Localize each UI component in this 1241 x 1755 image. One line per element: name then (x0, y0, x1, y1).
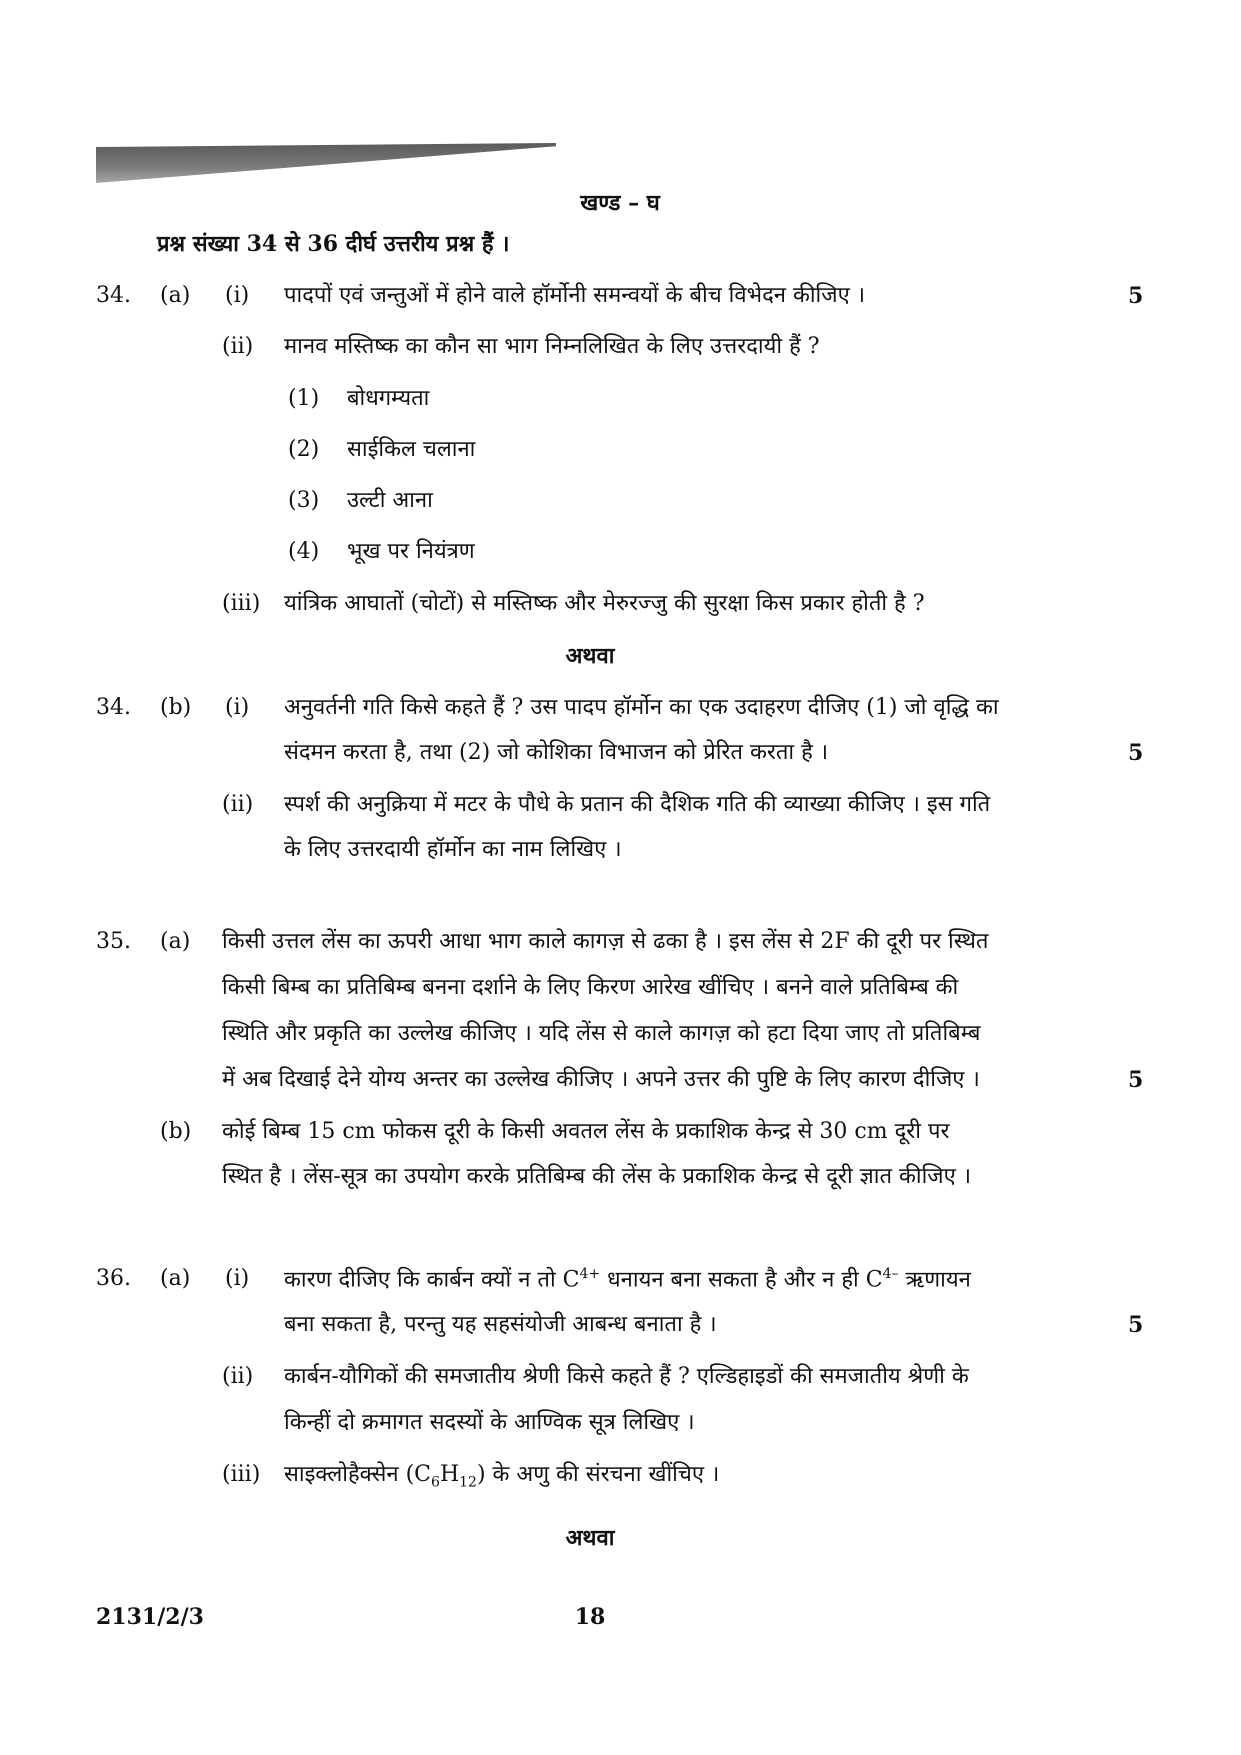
q36a-ii-line1: कार्बन-यौगिकों की समजातीय श्रेणी किसे कहते हैं ? एल्डिहाइडों की समजातीय श्रेणी के (284, 1364, 969, 1389)
option-text: भूख पर नियंत्रण (347, 539, 475, 564)
q36-number: 36. (96, 1266, 131, 1291)
q34b-i-label: (i) (225, 695, 250, 720)
q34b-number: 34. (96, 695, 131, 720)
q34b-i-line1: अनुवर्तनी गति किसे कहते हैं ? उस पादप हॉर्मोन का एक उदाहरण दीजिए (1) जो वृद्धि का (284, 695, 999, 720)
q36a-iii-text: साइक्लोहैक्सेन $(C_6H_{12})$ के अणु की संरचना खींचिए । (284, 1462, 720, 1491)
option-text: बोधगम्यता (347, 386, 430, 411)
header-decor-bar (96, 143, 556, 183)
option-label: (4) (288, 539, 320, 564)
q34a-marks: 5 (1128, 283, 1144, 309)
q34a-part: (a) (160, 283, 191, 308)
q36a-i-line2: बना सकता है, परन्तु यह सहसंयोजी आबन्ध बनाता है । (284, 1312, 717, 1337)
q35b-line2: स्थित है । लेंस-सूत्र का उपयोग करके प्रतिबिम्ब की लेंस के प्रकाशिक केन्द्र से दूरी ज्ञात कीजिए । (222, 1164, 972, 1189)
q36a-ii-line2: किन्हीं दो क्रमागत सदस्यों के आण्विक सूत्र लिखिए । (284, 1410, 695, 1435)
page-number: 18 (574, 1604, 606, 1630)
q34a-ii-text: मानव मस्तिष्क का कौन सा भाग निम्नलिखित के लिए उत्तरदायी हैं ? (284, 334, 820, 359)
option-text: साईकिल चलाना (347, 437, 476, 462)
option-label: (1) (288, 386, 320, 411)
section-title: खण्ड – घ (580, 190, 660, 216)
q34a-number: 34. (96, 283, 131, 308)
q35a-line4: में अब दिखाई देने योग्य अन्तर का उल्लेख कीजिए । अपने उत्तर की पुष्टि के लिए कारण दीजिए । (222, 1067, 980, 1092)
q34a-i-text: पादपों एवं जन्तुओं में होने वाले हॉर्मोनी समन्वयों के बीच विभेदन कीजिए । (284, 283, 866, 308)
q34b-i-line2: संदमन करता है, तथा (2) जो कोशिका विभाजन को प्रेरित करता है । (284, 740, 829, 765)
q34b-ii-label: (ii) (222, 792, 254, 817)
q34a-iii-text: यांत्रिक आघातों (चोटों) से मस्तिष्क और मेरुरज्जु की सुरक्षा किस प्रकार होती है ? (284, 591, 925, 616)
section-instruction: प्रश्न संख्या 34 से 36 दीर्घ उत्तरीय प्रश्न हैं । (157, 231, 510, 257)
q34a-ii-label: (ii) (222, 334, 254, 359)
or-divider: अथवा (565, 1525, 615, 1551)
q35a-line1: किसी उत्तल लेंस का ऊपरी आधा भाग काले कागज़ से ढका है । इस लेंस से 2F की दूरी पर स्थित (222, 929, 989, 954)
q35b-part: (b) (160, 1119, 192, 1144)
q36a-i-line1: कारण दीजिए कि कार्बन क्यों न तो $C^{4+}$ धनायन बना सकता है और न ही $C^{4-}$ ऋणायन (284, 1266, 971, 1293)
q35a-line2: किसी बिम्ब का प्रतिबिम्ब बनना दर्शाने के लिए किरण आरेख खींचिए । बनने वाले प्रतिबिम्ब की (222, 975, 959, 1000)
q34b-part: (b) (160, 695, 192, 720)
option-label: (2) (288, 437, 320, 462)
q35-number: 35. (96, 929, 131, 954)
option-label: (3) (288, 488, 320, 513)
or-divider: अथवा (565, 643, 615, 669)
q34b-ii-line2: के लिए उत्तरदायी हॉर्मोन का नाम लिखिए । (284, 837, 622, 862)
q34b-ii-line1: स्पर्श की अनुक्रिया में मटर के पौधे के प्रतान की दैशिक गति की व्याख्या कीजिए । इस गति (284, 792, 991, 817)
q36a-part: (a) (160, 1266, 191, 1291)
q35-marks: 5 (1128, 1067, 1144, 1093)
q36a-i-label: (i) (225, 1266, 250, 1291)
q35b-line1: कोई बिम्ब 15 cm फोकस दूरी के किसी अवतल लेंस के प्रकाशिक केन्द्र से 30 cm दूरी पर (222, 1119, 950, 1144)
paper-code: 2131/2/3 (96, 1604, 204, 1630)
q35a-part: (a) (160, 929, 191, 954)
q36a-iii-label: (iii) (222, 1462, 261, 1487)
q36a-ii-label: (ii) (222, 1364, 254, 1389)
q34a-iii-label: (iii) (222, 591, 261, 616)
q34b-marks: 5 (1128, 740, 1144, 766)
option-text: उल्टी आना (347, 488, 433, 513)
q34a-i-label: (i) (225, 283, 250, 308)
q36-marks: 5 (1128, 1312, 1144, 1338)
q35a-line3: स्थिति और प्रकृति का उल्लेख कीजिए । यदि लेंस से काले कागज़ को हटा दिया जाए तो प्रतिबिम्ब (222, 1021, 981, 1046)
